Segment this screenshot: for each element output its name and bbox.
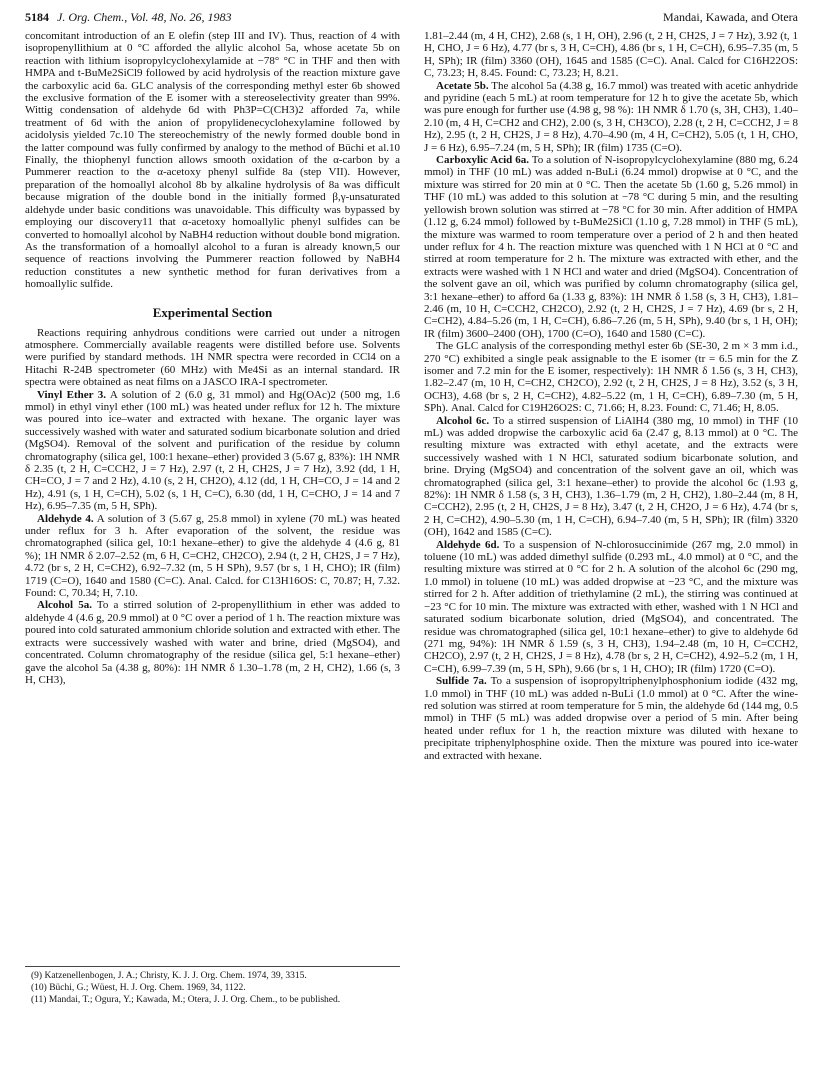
aldehyde-6d-title: Aldehyde 6d.: [436, 538, 500, 551]
section-heading: Experimental Section: [152, 304, 273, 320]
author-names: Mandai, Kawada, and Otera: [663, 10, 798, 24]
alcohol-5a-paragraph: [25, 599, 400, 686]
general-procedures-paragraph: Reactions requiring anhydrous conditions were carried out under a nitrogen atmosphere. Commercially available reagents were distilled before use. Solvents were purified by standard methods. 1H NMR spectra were recorded in CCl4 on a Hitachi R-24B spectrometer (60 MHz) with Me4Si as an internal standard. IR spectra were obtained as neat films on a JASCO IRA-I spectrometer.: [25, 326, 400, 389]
aldehyde-4-title: Aldehyde 4.: [37, 512, 94, 525]
continuation-paragraph: 1.81–2.44 (m, 4 H, CH2), 2.68 (s, 1 H, OH), 2.96 (t, 2 H, CH2S, J = 7 Hz), 3.92 (t, 1 H, CHO, J = 6 Hz), 4.77 (br s, 3 H, C=CH), 4.86 (br s, 1 H, C=CH), 6.95–7.35 (m, 5 H, SPh); IR (film) 3360 (OH), 1645 and 1585 (C=C). Anal. Calcd for C16H22OS: C, 73.23; H, 8.45. Found: C, 73.23; H, 8.21.: [424, 30, 798, 80]
running-head: [25, 9, 798, 25]
aldehyde-4-body: A solution of 3 (5.67 g, 25.8 mmol) in xylene (70 mL) was heated under reflux for 3 h. After evaporation of the solvent, the residue was chromatographed (silica gel, 10:1 hexane–ether) to give the aldehyde 4 (4.6 g, 81 %); 1H NMR δ 2.07–2.52 (m, 6 H, C=CH2, CH2CO), 2.94 (t, 2 H, CH2S, J = 7 Hz), 4.72 (br s, 2 H, C=CH2), 6.92–7.32 (m, 5 H SPh), 9.57 (br s, 1 H, CHO); IR (film) 1719 (C=O), 1640 and 1580 (C=C). Anal. Calcd. for C13H16OS: C, 70.87; H, 7.32. Found: C, 70.34; H, 7.10.: [25, 512, 400, 600]
right-column: [424, 30, 798, 762]
alcohol-6c-title: Alcohol 6c.: [436, 414, 490, 427]
acetate-5b-body: The alcohol 5a (4.38 g, 16.7 mmol) was treated with acetic anhydride and pyridine (each 5 mL) at room temperature for 12 h to give the acetate 5b, which was pure enough for further use (4.98 g, 98 %): 1H NMR δ 1.70 (s, 3H, CH3), 1.40–2.10 (m, 4 H, C=CH2 and CH2), 2.00 (s, 3 H, CH3CO), 2.28 (t, 2 H, C=CCH2, J = 8 Hz), 2.95 (t, 2 H, CH2S, J = 8 Hz), 4.70–4.90 (m, 4 H, C=CH2), 5.05 (t, 1 H, CHO, J = 6 Hz), 6.95–7.24 (m, 5 H, SPh); IR (film) 1735 (C=O).: [424, 79, 798, 154]
carboxylic-acid-body: To a solution of N-isopropylcyclohexylamine (880 mg, 6.24 mmol) in THF (10 mL) was added n-BuLi (6.24 mmol) dropwise at 0 °C, and the mixture was stirred for 20 min at 0 °C. Then the acetate 5b (1.60 g, 5.26 mmol) in THF (10 mL) was added to this solution at −78 °C during 5 min, and the resulting yellowish brown solution was stirred at −78 °C for 30 min. After addition of HMPA (1.12 g, 6.24 mmol) followed by t-BuMe2SiCl (1.10 g, 7.28 mmol) in THF (5 mL), the mixture was warmed to room temperature over a period of 2 h and then heated under reflux for 4 h. The reaction mixture was quenched with 1 N HCl at 0 °C and stirred at room temperature for 2 h. The mixture was extracted with ether, and the extracts were washed with 1 N HCl and water and dried (MgSO4). Concentration of the solvent gave an oil, which was purified by column chromatography (silica gel, 3:1 hexane–ether) to afford 6a (1.33 g, 83%): 1H NMR δ 1.58 (s, 3 H, CH3), 1.81–2.46 (m, 10 H, C=CCH2, CH2CO), 2.92 (t, 2 H, CH2S, J = 7 Hz), 4.69 (br s, 2 H, C=CH2), 4.84–5.26 (m, 1 H, C=CH), 6.86–7.26 (m, 5 H, SPh), 9.40 (br s, 1 H, OH); IR (film) 3600–2400 (OH), 1700 (C=O), 1640 and 1580 (C=C).: [424, 154, 798, 340]
glc-analysis-paragraph: The GLC analysis of the corresponding methyl ester 6b (SE-30, 2 m × 3 mm i.d., 270 °C) exhibited a single peak assignable to the E isomer (tr = 6.5 min for the Z isomer and 7.2 min for the E isomer, respectively): 1H NMR δ 1.56 (s, 3 H, CH3), 1.82–2.47 (m, 10 H, C=CH2, CH2CO), 2.92 (t, 2 H, CH2S, J = 8 Hz), 3.52 (s, 3 H, OCH3), 4.68 (br s, 2 H, C=CH2), 4.82–5.22 (m, 1 H, C=CH), 6.89–7.30 (m, 5 H, SPh). Anal. Calcd for C19H26O2S: C, 71.66; H, 8.23. Found: C, 71.46; H, 8.05.: [424, 340, 798, 415]
sulfide-7a-body: To a suspension of isopropyltriphenylphosphonium iodide (432 mg, 1.0 mmol) in THF (10 mL) was added n-BuLi (1.0 mmol) at 0 °C. After the wine-red solution was stirred at room temperature for 5 min, the aldehyde 6d (144 mg, 0.5 mmol) in THF (5 mL) was added dropwise over a period of 5 min. After being heated under reflux for 1 h, the reaction mixture was diluted with hexane to precipitate triphenylphosphine oxide. Then the mixture was poured into ice-water and extracted with hexane.: [424, 675, 798, 762]
carboxylic-acid-title: Carboxylic Acid 6a.: [436, 154, 530, 167]
footnote-9: (9) Katzenellenbogen, J. A.; Christy, K. J. J. Org. Chem. 1974, 39, 3315.: [31, 971, 307, 981]
sulfide-7a-title: Sulfide 7a.: [436, 675, 487, 688]
left-column: [25, 30, 400, 686]
carboxylic-acid-paragraph: [424, 154, 798, 340]
alcohol-6c-paragraph: [424, 415, 798, 539]
vinyl-ether-body: A solution of 2 (6.0 g, 31 mmol) and Hg(OAc)2 (500 mg, 1.6 mmol) in ethyl vinyl ether (100 mL) was heated under reflux for 12 h. The mixture was poured into ice–water and extracted with hexane. The organic layer was successively washed with water and saturated sodium bicarbonate solution and dried (MgSO4). Removal of the solvent and purification of the residue by column chromatography (silica gel, 100:1 hexane–ether) provided 3 (5.67 g, 83%): 1H NMR δ 2.35 (t, 2 H, C=CCH2, J = 7 Hz), 2.97 (t, 2 H, CH2S, J = 7 Hz), 3.92 (dd, 1 H, CH=CO, J = 7 and 2 Hz), 4.10 (s, 2 H, CH2O), 4.12 (dd, 1 H, CH=CO, J = 14 and 2 Hz), 4.91 (s, 1 H, C=CH), 5.02 (s, 1 H, C=C), 6.30 (dd, 1 H, C=CHO, J = 14 and 7 Hz), 6.95–7.35 (m, 5 H, SPh).: [25, 388, 400, 513]
sulfide-7a-paragraph: [424, 675, 798, 762]
alcohol-5a-title: Alcohol 5a.: [37, 599, 92, 612]
intro-paragraph: concomitant introduction of an E olefin (step III and IV). Thus, reaction of 4 with isopropenyllithium at 0 °C afforded the allylic alcohol 5a, whose acetate 5b on reaction with lithium isopropylcyclohexylamide at −78° °C in THF and then with HMPA and t-BuMe2SiCl9 followed by acid hydrolysis of the reaction mixture gave the carboxylic acid 6a. GLC analysis of the corresponding methyl ester 6b showed the exclusive formation of the E isomer with a stereoselectivity greater than 99%. Wittig condensation of aldehyde 6d with Ph3P=C(CH3)2 afforded 7a, while treatment of 6d with the anion of propylidenecyclohexylamine followed by acidolysis yielded 7c.10 The stereochemistry of the newly formed double bond in the latter compound was fully confirmed by analogy to the method of Büchi et al.10 Finally, the thiophenyl function allows smooth oxidation of the α-carbon by a Pummerer reaction to the α-acetoxy phenyl sulfide 8a (step VII). However, preparation of the homoallyl alcohol 8b by alkaline hydrolysis of 8a was difficult because migration of the double bond in the initially formed β,γ-unsaturated aldehyde under basic conditions was unavoidable. This difficulty was bypassed by employing our discovery11 that α-acetoxy homoallylic phenyl sulfides can be converted to homoallyl alcohol by NaBH4 reduction without double bond migration. As the transformation of a homoallyl alcohol to a furan is already known,5 our sequence of reactions involving the Pummerer reaction followed by NaBH4 reduction constitutes a new synthetic method for furan derivatives from a homoallylic sulfide.: [25, 30, 400, 291]
alcohol-5a-body: To a stirred solution of 2-propenyllithium in ether was added to aldehyde 4 (4.6 g, 20.9 mmol) at 0 °C over a period of 1 h. The reaction mixture was poured into cold saturated ammonium chloride solution and extracted with ether. The extracts were successively washed with water and brine, dried (MgSO4), and concentrated. Column chromatography of the residue (silica gel, 5:1 hexane–ether) gave the alcohol 5a (4.38 g, 80%): 1H NMR δ 1.30–1.78 (m, 2 H, CH2), 1.66 (s, 3 H, CH3),: [25, 599, 400, 686]
aldehyde-6d-body: To a suspension of N-chlorosuccinimide (267 mg, 2.0 mmol) in toluene (10 mL) was added dimethyl sulfide (0.293 mL, 4.0 mmol) at 0 °C, and the resulting mixture was stirred at 0 °C for 2 h. A solution of the alcohol 6c (290 mg, 1.0 mmol) in toluene (10 mL) was added dropwise at −23 °C, and the mixture was stirred for 2 h. After addition of triethylamine (2 mL), the stirring was continued at −23 °C for 10 min. The mixture was extracted with ether, washed with 1 N HCl and saturated sodium bicarbonate solution, dried (MgSO4), and concentrated. The residue was chromatographed (silica gel, 10:1 hexane–ether) to give to aldehyde 6d (271 mg, 94%): 1H NMR δ 1.59 (s, 3 H, CH3), 1.94–2.48 (m, 10 H, C=CCH2, CH2CO), 2.97 (t, 2 H, CH2S, J = 8 Hz), 4.78 (br s, 2 H, C=CH2), 4.92–5.2 (m, 1 H, C=CH), 6.99–7.39 (m, 5 H, SPh), 9.66 (br s, 1 H, CHO); IR (film) 1720 (C=O).: [424, 538, 798, 675]
vinyl-ether-title: Vinyl Ether 3.: [37, 388, 107, 401]
running-head-left: [25, 9, 232, 25]
footnote-10: (10) Büchi, G.; Wüest, H. J. Org. Chem. 1969, 34, 1122.: [31, 983, 246, 993]
acetate-5b-paragraph: [424, 80, 798, 154]
footnote-11: (11) Mandai, T.; Ogura, Y.; Kawada, M.; Otera, J. J. Org. Chem., to be published.: [31, 995, 341, 1005]
aldehyde-6d-paragraph: [424, 539, 798, 675]
vinyl-ether-paragraph: [25, 389, 400, 513]
acetate-5b-title: Acetate 5b.: [436, 79, 489, 92]
page-number: 5184: [25, 10, 49, 24]
footnotes: [25, 966, 400, 1007]
journal-citation: J. Org. Chem., Vol. 48, No. 26, 1983: [57, 10, 232, 24]
aldehyde-4-paragraph: [25, 513, 400, 600]
alcohol-6c-body: To a stirred suspension of LiAlH4 (380 mg, 10 mmol) in THF (10 mL) was added dropwise the carboxylic acid 6a (2.47 g, 8.13 mmol) at 0 °C. The resulting mixture was extracted with ethyl acetate, and the extracts were successively washed with 1 N HCl, saturated sodium bicarbonate solution, and brine. Drying (MgSO4) and concentration of the solvent gave an oil, which was chromatographed (silica gel, 3:1 hexane–ether) to provide the alcohol 6c (1.93 g, 82%): 1H NMR δ 1.58 (s, 3 H, CH3), 1.36–1.79 (m, 2 H, CH2), 1.80–2.44 (m, 8 H, C=CCH2), 2.95 (t, 2 H, CH2S, J = 8 Hz), 3.47 (t, 2 H, CH2O, J = 6 Hz), 4.74 (br s, 2 H, C=CH2), 4.90–5.30 (m, 1 H, C=CH), 6.94–7.40 (m, 5 H, SPh); IR (film) 3320 (OH), 1642 and 1585 (C=C).: [424, 414, 798, 539]
